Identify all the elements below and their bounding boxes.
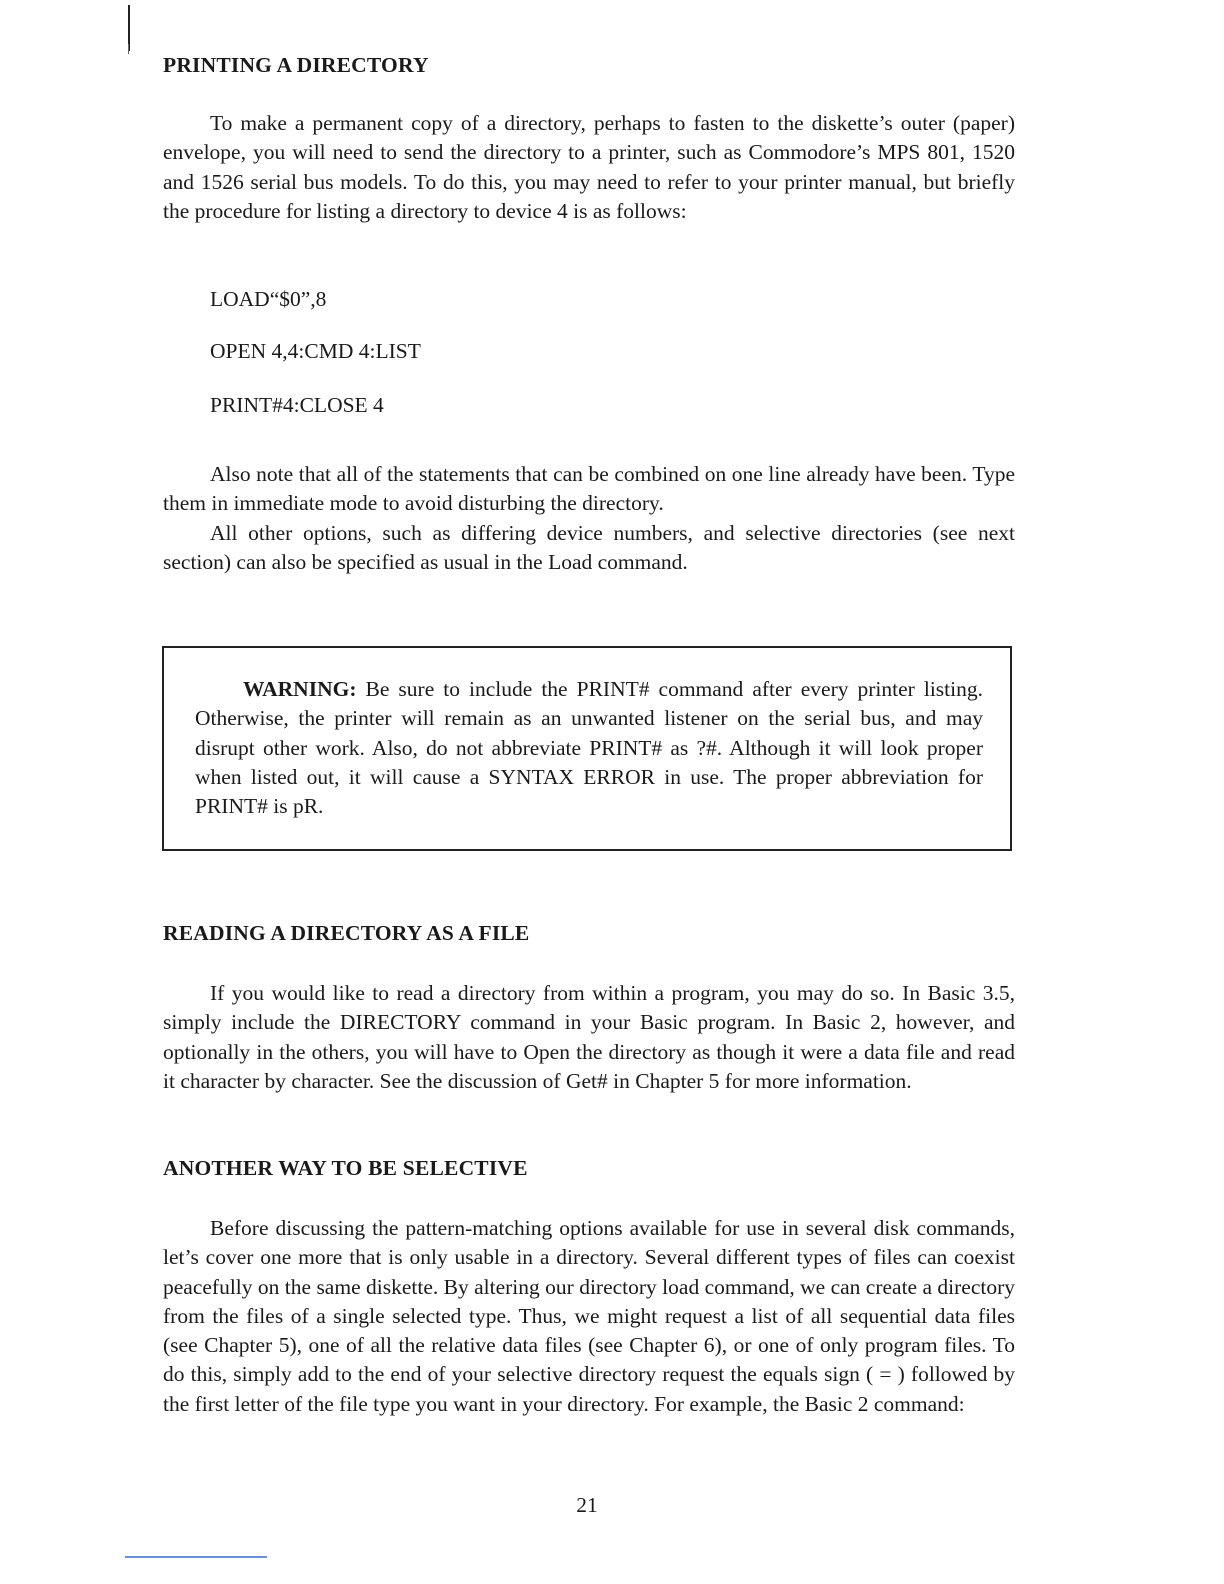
code-line-load: LOAD“$0”,8 <box>210 287 327 311</box>
scan-edge-mark-small <box>128 44 129 54</box>
warning-body: Be sure to include the PRINT# command after every printer listing. Otherwise, the printer will remain as an unwanted listener on the serial bus, and may disrupt other work. Also, do not abbreviate PRINT# as ?#. Although it will look proper when listed out, it will cause a SYNTAX ERROR in use. The proper abbreviation for PRINT# is pR. <box>195 677 983 819</box>
heading-reading-a-directory: READING A DIRECTORY AS A FILE <box>163 921 530 945</box>
heading-another-way: ANOTHER WAY TO BE SELECTIVE <box>163 1156 528 1180</box>
paragraph-selective-body: Before discussing the pattern-matching options available for use in several disk commands, let’s cover one more that is only usable in a directory. Several different types of files can coexist peacefully on the same diskette. By altering our directory load command, we can create a directory from the files of a single selected type. Thus, we might request a list of all sequential data files (see Chapter 5), one of all the relative data files (see Chapter 6), or one of only program files. To do this, simply add to the end of your selective directory request the equals sign ( = ) followed by the first letter of the file type you want in your directory. For example, the Basic 2 command: <box>163 1216 1015 1416</box>
paragraph-reading-body: If you would like to read a directory from within a program, you may do so. In Basic 3.5, simply include the DIRECTORY command in your Basic program. In Basic 2, however, and optionally in the others, you will have to Open the directory as though it were a data file and read it character by character. See the discussion of Get# in Chapter 5 for more information. <box>163 981 1015 1093</box>
scan-bottom-line <box>125 1556 267 1558</box>
warning-box <box>162 646 1012 851</box>
code-line-open: OPEN 4,4:CMD 4:LIST <box>210 339 421 363</box>
paragraph-printing-note-1: Also note that all of the statements that can be combined on one line already have been. Type them in immediate mode to avoid disturbing the directory. <box>163 462 1015 516</box>
warning-label: WARNING: <box>243 677 357 701</box>
warning-text <box>195 675 983 821</box>
code-line-print: PRINT#4:CLOSE 4 <box>210 393 384 417</box>
heading-printing-a-directory: PRINTING A DIRECTORY <box>163 53 429 77</box>
paragraph-printing-intro: To make a permanent copy of a directory, perhaps to fasten to the diskette’s outer (paper) envelope, you will need to send the directory to a printer, such as Commodore’s MPS 801, 1520 and 1526 serial bus models. To do this, you may need to refer to your printer manual, but briefly the procedure for listing a directory to device 4 is as follows: <box>163 111 1015 223</box>
page-number: 21 <box>576 1493 598 1517</box>
paragraph-printing-note-2: All other options, such as differing device numbers, and selective directories (see next section) can also be specified as usual in the Load command. <box>163 521 1015 575</box>
